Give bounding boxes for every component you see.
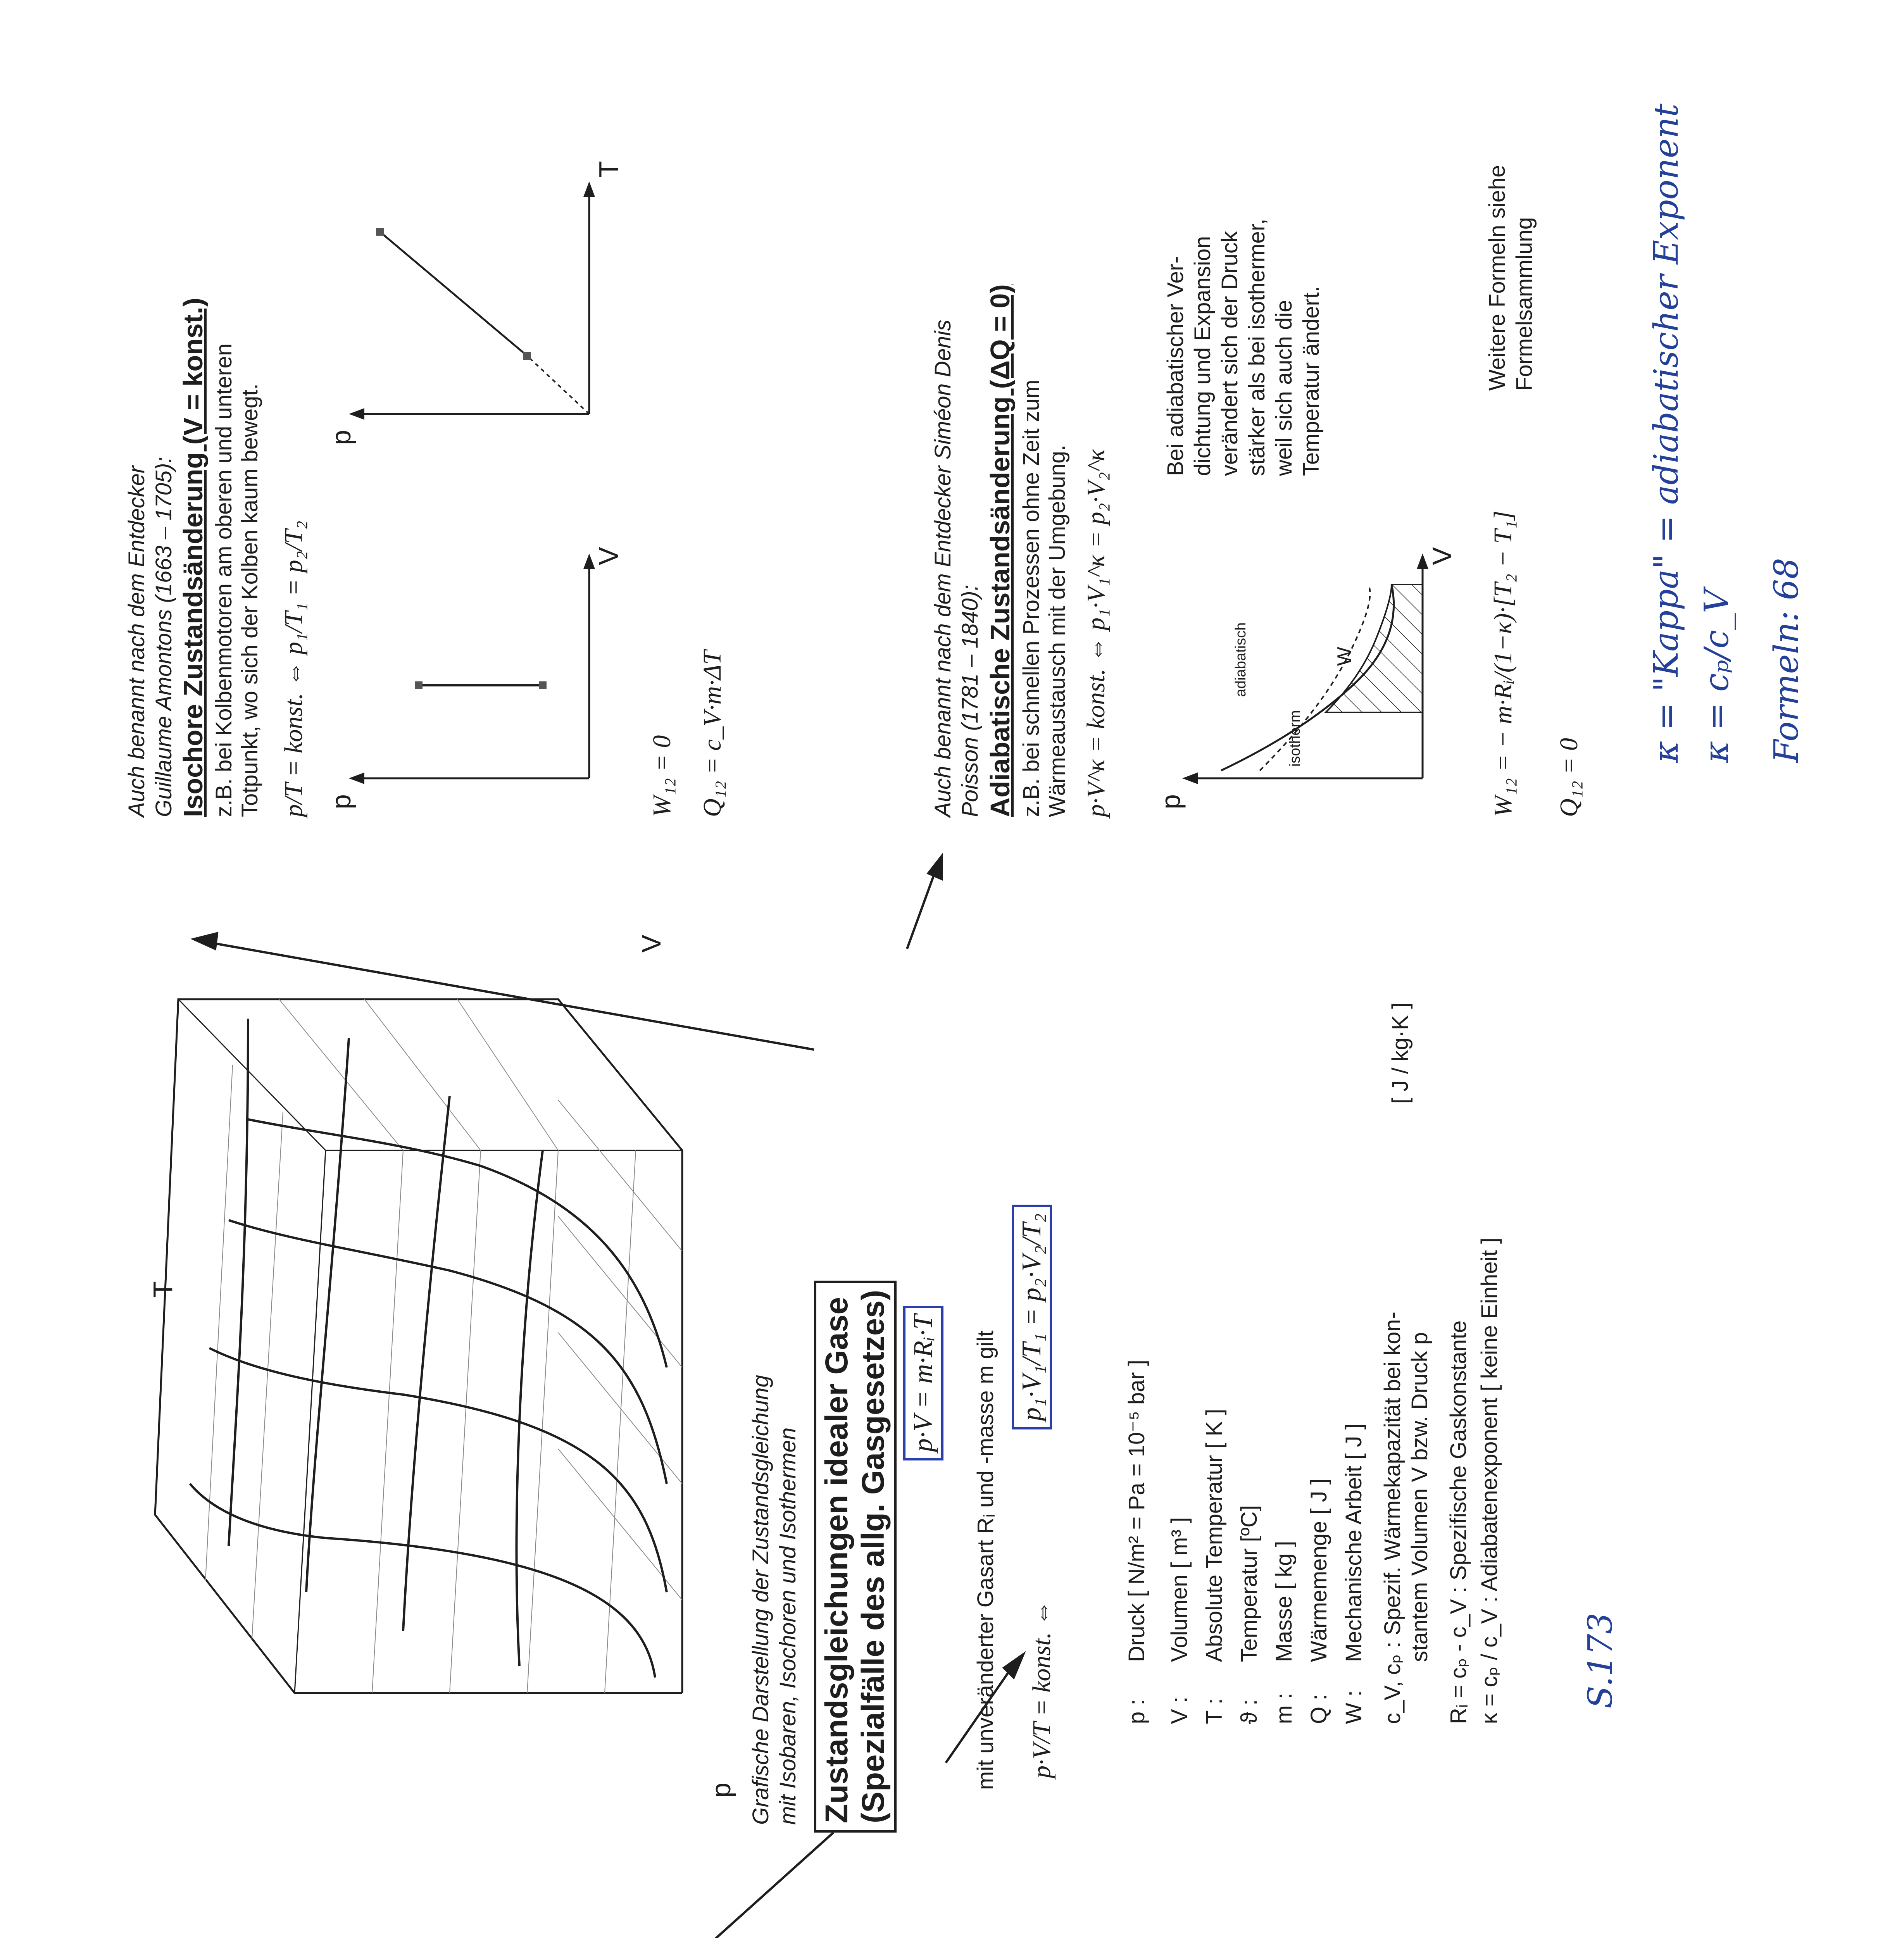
adiabat-note-line-1: Bei adiabatischer Ver-: [1163, 256, 1188, 476]
adiabat-note-line-4: stärker als bei isothermer,: [1244, 218, 1269, 476]
isochor-heat: Q₁₂ = c_V·m·ΔT: [698, 650, 726, 817]
symbol-cv-1: c_V, cₚ : Spezif. Wärmekapazität bei kon-: [1380, 1312, 1405, 1724]
adiabat-pv-diagram: [1174, 507, 1454, 802]
symbol-p-desc: Druck [ N/m² = Pa = 10⁻⁵ bar ]: [1124, 1360, 1149, 1662]
isochor-pv-v-label: V: [593, 547, 624, 565]
isochor-name: Guillaume Amontons (1663 – 1705):: [151, 457, 176, 817]
symbol-q-desc: Wärmemenge [ J ]: [1306, 1478, 1331, 1662]
gas-condition-text: mit unveränderter Gasart Rᵢ und -masse m gilt: [973, 1330, 998, 1790]
symbol-t: T :: [1202, 1698, 1227, 1724]
gas-law-lhs: p·V/T = konst. ⇔: [1028, 1600, 1056, 1778]
isochor-law: p/T = konst. ⇔ p₁/T₁ = p₂/T₂: [279, 521, 308, 817]
isochor-credit: Auch benannt nach dem Entdecker: [124, 466, 149, 817]
adiabat-more-2: Formelsammlung: [1512, 217, 1537, 391]
adiabat-desc-2: Wärmeaustausch mit der Umgebung.: [1045, 445, 1070, 817]
main-gas-equation: p·V = m·Rᵢ·T: [903, 1306, 943, 1460]
symbol-v-desc: Volumen [ m³ ]: [1167, 1517, 1192, 1662]
isochor-work: W₁₂ = 0: [648, 735, 676, 817]
symbol-kappa: κ = cₚ / c_V : Adiabatenexponent [ keine Einheit ]: [1477, 1238, 1502, 1724]
symbol-theta-desc: Temperatur [ºC]: [1237, 1505, 1262, 1662]
center-title-2: (Spezialfälle des allg. Gasgesetzes): [855, 1290, 891, 1823]
symbol-w: W :: [1341, 1690, 1366, 1724]
adiabat-work: W₁₂ = − m·Rᵢ/(1−κ)·[T₂ − T₁]: [1489, 510, 1517, 817]
isochor-desc-1: z.B. bei Kolbenmotoren am oberen und unteren: [211, 343, 236, 817]
isochor-diagrams: [341, 104, 620, 802]
adiabat-p-label: p: [1156, 794, 1186, 809]
symbol-ri: Rᵢ = cₚ - c_V : Spezifische Gaskonstante: [1446, 1320, 1471, 1724]
adiabat-v-label: V: [1427, 547, 1457, 565]
plot-axis-v: V: [636, 935, 666, 953]
symbol-cv-unit: [ J / kg·K ]: [1388, 1002, 1413, 1104]
handwritten-kappa-formula: κ = cₚ/c_V: [1697, 589, 1736, 763]
center-title-1: Zustandsgleichungen idealer Gase: [819, 1297, 854, 1823]
plot-axis-t: T: [148, 1281, 178, 1298]
plot-axis-p: p: [706, 1783, 736, 1798]
handwritten-page-ref: S.173: [1581, 1612, 1620, 1709]
adiabat-law: p·V^κ = konst. ⇔ p₁·V₁^κ = p₂·V₂^κ: [1082, 449, 1110, 817]
isochor-pv-p-label: p: [326, 794, 356, 809]
adiabat-adiabatic-label: adiabatisch: [1233, 622, 1249, 697]
symbol-w-desc: Mechanische Arbeit [ J ]: [1341, 1423, 1366, 1662]
adiabat-note-line-6: Temperatur ändert.: [1299, 286, 1324, 476]
isochor-pt-p-label: p: [326, 430, 356, 445]
symbol-cv-2: stantem Volumen V bzw. Druck p: [1407, 1332, 1432, 1662]
isochor-pt-t-label: T: [593, 161, 624, 178]
symbol-p: p :: [1124, 1699, 1149, 1724]
adiabat-heat: Q₁₂ = 0: [1555, 738, 1583, 817]
adiabat-note-line-2: dichtung und Expansion: [1190, 236, 1215, 476]
symbol-q: Q :: [1306, 1694, 1331, 1724]
symbol-m: m :: [1271, 1693, 1297, 1724]
adiabat-more-1: Weitere Formeln siehe: [1485, 165, 1510, 391]
plot-caption-2: mit Isobaren, Isochoren und Isothermen: [775, 1427, 800, 1825]
symbol-t-desc: Absolute Temperatur [ K ]: [1202, 1409, 1227, 1662]
adiabat-name: Poisson (1781 – 1840):: [957, 585, 983, 817]
gas-law-boxed: p₁·V₁/T₁ = p₂·V₂/T₂: [1012, 1205, 1052, 1429]
symbol-theta: ϑ :: [1237, 1699, 1262, 1724]
isochor-title: Isochore Zustandsänderung (V = konst.): [178, 298, 208, 817]
symbol-m-desc: Masse [ kg ]: [1271, 1541, 1297, 1662]
adiabat-isotherm-label: isotherm: [1287, 710, 1303, 767]
symbol-v: V :: [1167, 1697, 1192, 1724]
adiabat-credit: Auch benannt nach dem Entdecker Siméon Denis: [930, 319, 955, 817]
adiabat-note-line-5: weil sich auch die: [1271, 300, 1297, 476]
isochor-desc-2: Totpunkt, wo sich der Kolben kaum bewegt.: [237, 383, 262, 817]
adiabat-title: Adiabatische Zustandsänderung (ΔQ = 0): [985, 284, 1015, 817]
adiabat-desc-1: z.B. bei schnellen Prozessen ohne Zeit zum: [1019, 379, 1044, 817]
handwritten-formeln: Formeln: 68: [1767, 558, 1806, 763]
plot-caption-1: Grafische Darstellung der Zustandsgleichung: [748, 1375, 773, 1825]
adiabat-note-line-3: verändert sich der Druck: [1217, 231, 1242, 476]
handwritten-kappa-note: κ = "Kappa" = adiabatischer Exponent: [1647, 103, 1686, 763]
adiabat-w-label: W: [1333, 647, 1356, 666]
